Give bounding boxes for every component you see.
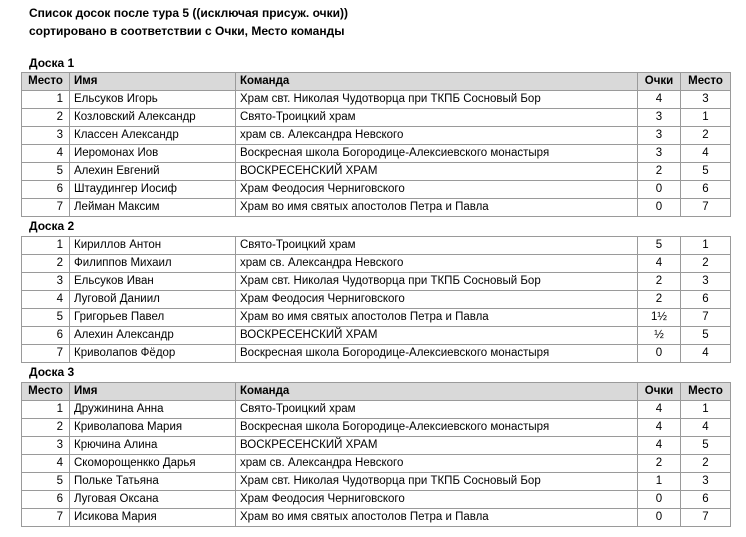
team-place-cell: 5	[681, 437, 731, 455]
team-place-cell: 5	[681, 327, 731, 345]
column-header-name: Имя	[70, 383, 236, 401]
place-cell: 6	[22, 181, 70, 199]
player-name-cell: Штаудингер Иосиф	[70, 181, 236, 199]
points-cell: 2	[638, 163, 681, 181]
player-name-cell: Луговая Оксана	[70, 491, 236, 509]
place-cell: 3	[22, 127, 70, 145]
team-place-cell: 5	[681, 163, 731, 181]
place-cell: 1	[22, 91, 70, 109]
place-cell: 4	[22, 145, 70, 163]
team-name-cell: храм св. Александра Невского	[236, 455, 638, 473]
board-rows	[22, 237, 731, 363]
place-cell: 6	[22, 327, 70, 345]
player-name-cell: Иеромонах Иов	[70, 145, 236, 163]
player-name-cell: Дружинина Анна	[70, 401, 236, 419]
team-name-cell: Свято-Троицкий храм	[236, 109, 638, 127]
board-table	[21, 72, 731, 217]
points-cell: 4	[638, 91, 681, 109]
points-cell: 1½	[638, 309, 681, 327]
points-cell: 3	[638, 127, 681, 145]
table-row	[22, 491, 731, 509]
points-cell: 4	[638, 419, 681, 437]
table-row	[22, 309, 731, 327]
table-row	[22, 419, 731, 437]
place-cell: 2	[22, 255, 70, 273]
team-place-cell: 4	[681, 145, 731, 163]
team-place-cell: 6	[681, 291, 731, 309]
column-header-place: Место	[22, 383, 70, 401]
team-name-cell: Воскресная школа Богородице-Алексиевского монастыря	[236, 345, 638, 363]
place-cell: 3	[22, 273, 70, 291]
player-name-cell: Алехин Александр	[70, 327, 236, 345]
team-place-cell: 4	[681, 419, 731, 437]
player-name-cell: Ельсуков Иван	[70, 273, 236, 291]
points-cell: 0	[638, 491, 681, 509]
board-heading: Доска 3	[29, 365, 75, 379]
team-name-cell: Храм во имя святых апостолов Петра и Павла	[236, 309, 638, 327]
team-name-cell: храм св. Александра Невского	[236, 127, 638, 145]
table-row	[22, 163, 731, 181]
table-row	[22, 273, 731, 291]
team-name-cell: Свято-Троицкий храм	[236, 237, 638, 255]
place-cell: 6	[22, 491, 70, 509]
table-header-row	[22, 383, 731, 401]
column-header-team-place: Место	[681, 73, 731, 91]
points-cell: 0	[638, 509, 681, 527]
player-name-cell: Исикова Мария	[70, 509, 236, 527]
points-cell: 2	[638, 273, 681, 291]
column-header-place: Место	[22, 73, 70, 91]
team-name-cell: Храм свт. Николая Чудотворца при ТКПБ Сосновый Бор	[236, 273, 638, 291]
team-place-cell: 3	[681, 473, 731, 491]
board-table	[21, 382, 731, 527]
team-name-cell: храм св. Александра Невского	[236, 255, 638, 273]
team-place-cell: 1	[681, 109, 731, 127]
points-cell: 3	[638, 109, 681, 127]
board-table	[21, 236, 731, 363]
team-name-cell: Воскресная школа Богородице-Алексиевского монастыря	[236, 145, 638, 163]
table-row	[22, 401, 731, 419]
report-title: Список досок после тура 5 ((исключая присуж. очки))	[29, 6, 348, 20]
points-cell: 3	[638, 145, 681, 163]
team-name-cell: Храм Феодосия Черниговского	[236, 491, 638, 509]
column-header-team: Команда	[236, 73, 638, 91]
table-row	[22, 181, 731, 199]
table-row	[22, 473, 731, 491]
team-place-cell: 1	[681, 401, 731, 419]
table-row	[22, 145, 731, 163]
table-row	[22, 437, 731, 455]
player-name-cell: Кириллов Антон	[70, 237, 236, 255]
points-cell: 1	[638, 473, 681, 491]
table-row	[22, 127, 731, 145]
points-cell: 4	[638, 401, 681, 419]
player-name-cell: Польке Татьяна	[70, 473, 236, 491]
player-name-cell: Козловский Александр	[70, 109, 236, 127]
player-name-cell: Криволапова Мария	[70, 419, 236, 437]
player-name-cell: Лейман Максим	[70, 199, 236, 217]
place-cell: 7	[22, 199, 70, 217]
table-row	[22, 91, 731, 109]
team-name-cell: Храм свт. Николая Чудотворца при ТКПБ Сосновый Бор	[236, 91, 638, 109]
points-cell: 5	[638, 237, 681, 255]
place-cell: 7	[22, 509, 70, 527]
player-name-cell: Крючина Алина	[70, 437, 236, 455]
column-header-team-place: Место	[681, 383, 731, 401]
team-name-cell: Храм свт. Николая Чудотворца при ТКПБ Сосновый Бор	[236, 473, 638, 491]
team-place-cell: 2	[681, 455, 731, 473]
table-row	[22, 291, 731, 309]
player-name-cell: Скоморощенкко Дарья	[70, 455, 236, 473]
place-cell: 2	[22, 419, 70, 437]
place-cell: 5	[22, 309, 70, 327]
table-header-row	[22, 73, 731, 91]
table-row	[22, 509, 731, 527]
team-place-cell: 6	[681, 181, 731, 199]
team-place-cell: 4	[681, 345, 731, 363]
place-cell: 1	[22, 401, 70, 419]
table-row	[22, 327, 731, 345]
table-row	[22, 109, 731, 127]
team-name-cell: Храм во имя святых апостолов Петра и Павла	[236, 199, 638, 217]
team-name-cell: ВОСКРЕСЕНСКИЙ ХРАМ	[236, 437, 638, 455]
player-name-cell: Криволапов Фёдор	[70, 345, 236, 363]
team-place-cell: 7	[681, 509, 731, 527]
points-cell: 2	[638, 455, 681, 473]
place-cell: 7	[22, 345, 70, 363]
team-name-cell: ВОСКРЕСЕНСКИЙ ХРАМ	[236, 163, 638, 181]
place-cell: 1	[22, 237, 70, 255]
team-name-cell: Храм во имя святых апостолов Петра и Павла	[236, 509, 638, 527]
place-cell: 4	[22, 291, 70, 309]
board-heading: Доска 1	[29, 56, 75, 70]
points-cell: 4	[638, 255, 681, 273]
player-name-cell: Филиппов Михаил	[70, 255, 236, 273]
table-row	[22, 237, 731, 255]
column-header-points: Очки	[638, 73, 681, 91]
team-place-cell: 3	[681, 273, 731, 291]
table-row	[22, 455, 731, 473]
team-place-cell: 2	[681, 255, 731, 273]
table-row	[22, 345, 731, 363]
team-place-cell: 3	[681, 91, 731, 109]
board-rows	[22, 91, 731, 217]
place-cell: 5	[22, 163, 70, 181]
points-cell: 0	[638, 181, 681, 199]
points-cell: 0	[638, 199, 681, 217]
team-place-cell: 6	[681, 491, 731, 509]
player-name-cell: Классен Александр	[70, 127, 236, 145]
board-rows	[22, 401, 731, 527]
column-header-points: Очки	[638, 383, 681, 401]
points-cell: ½	[638, 327, 681, 345]
player-name-cell: Ельсуков Игорь	[70, 91, 236, 109]
team-name-cell: Храм Феодосия Черниговского	[236, 291, 638, 309]
column-header-name: Имя	[70, 73, 236, 91]
table-row	[22, 255, 731, 273]
points-cell: 2	[638, 291, 681, 309]
place-cell: 4	[22, 455, 70, 473]
report-subtitle: сортировано в соответствии с Очки, Место команды	[29, 24, 345, 38]
team-place-cell: 1	[681, 237, 731, 255]
team-place-cell: 2	[681, 127, 731, 145]
points-cell: 0	[638, 345, 681, 363]
player-name-cell: Луговой Даниил	[70, 291, 236, 309]
player-name-cell: Григорьев Павел	[70, 309, 236, 327]
team-name-cell: Храм Феодосия Черниговского	[236, 181, 638, 199]
team-name-cell: ВОСКРЕСЕНСКИЙ ХРАМ	[236, 327, 638, 345]
team-place-cell: 7	[681, 199, 731, 217]
column-header-team: Команда	[236, 383, 638, 401]
team-name-cell: Воскресная школа Богородице-Алексиевского монастыря	[236, 419, 638, 437]
table-row	[22, 199, 731, 217]
place-cell: 2	[22, 109, 70, 127]
place-cell: 5	[22, 473, 70, 491]
place-cell: 3	[22, 437, 70, 455]
board-heading: Доска 2	[29, 219, 75, 233]
points-cell: 4	[638, 437, 681, 455]
player-name-cell: Алехин Евгений	[70, 163, 236, 181]
team-name-cell: Свято-Троицкий храм	[236, 401, 638, 419]
team-place-cell: 7	[681, 309, 731, 327]
